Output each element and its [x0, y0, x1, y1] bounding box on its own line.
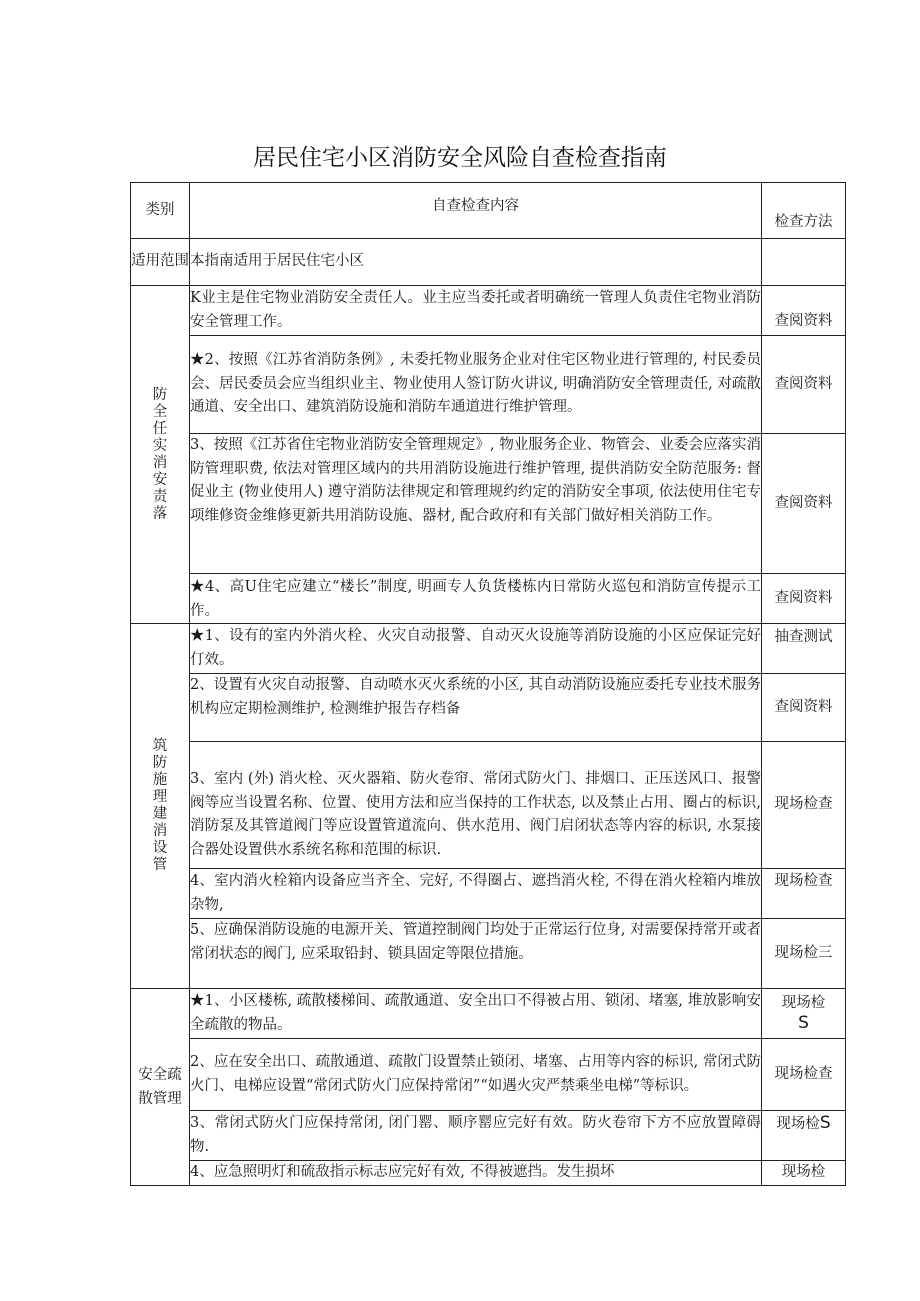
item-content: ★2、按照《江苏省消防条例》, 未委托物业服务企业对住宅区物业进行管理的, 村民委员会、居民委员会应当组织业主、物业使用人签订防火讲议, 明确消防安全管理责任, 对疏散通道、安全出口、建筑消防设施和消防车通道进行维护管理。 [190, 336, 762, 434]
item-method: 查阅资料 [762, 286, 846, 336]
item-method [762, 989, 846, 1039]
item-method: 查阅资料 [762, 434, 846, 574]
item-method-text: 现场检 [781, 995, 826, 1011]
item-content: 2、应在安全出口、疏散通道、疏散门设置禁止锁闭、堵塞、占用等内容的标识, 常闭式防火门、电梯应设置“常闭式防火门应保持常闭”“如遇火灾严禁乘坐电梯”等标识。 [190, 1039, 762, 1111]
table-row [131, 1039, 846, 1111]
table-row [131, 1111, 846, 1161]
item-content: K业主是住宅物业消防安全责任人。业主应当委托或者明确统一管理人负责住宅物业消防安全管理工作。 [190, 286, 762, 336]
header-content [190, 183, 762, 239]
header-content-label: 自查检查内容 [432, 197, 519, 214]
item-method: 查阅资料 [762, 674, 846, 742]
table-row [131, 869, 846, 919]
item-method: 现场检三 [762, 919, 846, 989]
item-content: 2、设置有火灾自动报警、自动喷水灭火系统的小区, 其自动消防设施应委托专业技术服务机构应定期检测维护, 检测维护报告存档备 [190, 674, 762, 742]
item-method: 现场检 [762, 1161, 846, 1186]
header-method-label: 检查方法 [774, 213, 833, 230]
table-row [131, 286, 846, 336]
table-row [131, 919, 846, 989]
section-category [131, 624, 190, 989]
header-category [131, 183, 190, 239]
item-content: 3、室内 (外) 消火栓、灭火器箱、防火卷帘、常闭式防火门、排烟口、正压送风口、报警阀等应当设置名称、位置、使用方法和应当保持的工作状态, 以及禁止占用、圈占的标识, 消防泵及其管道阀门等应设置管道流向、供水范用、阀门启闭状态等内容的标识, 水泵接合器处设置供水系统名称和范围的标识. [190, 742, 762, 869]
scope-row [131, 239, 846, 286]
item-content: 5、应确保消防设施的电源开关、管道控制阀门均处于正常运行位身, 对需要保持常开或者常闭状态的阀门, 应采取铅封、锁具固定等限位措施。 [190, 919, 762, 989]
item-content: ★4、高U住宅应建立“楼长”制度, 明画专人负货楼栋内日常防火巡包和消防宣传提示工作。 [190, 574, 762, 624]
item-method: 查阅资料 [762, 336, 846, 434]
item-method: 现场检查 [762, 1039, 846, 1111]
section-category [131, 286, 190, 624]
section-category-label: 防全任实消安责落 [152, 386, 168, 522]
section-category-label: 筑防施理建消设管 [152, 738, 168, 873]
item-content: 4、应急照明灯和硫敌指示标志应完好有效, 不得被遮挡。发生损坏 [190, 1161, 762, 1186]
section-category [131, 989, 190, 1186]
item-method: 现场检查 [762, 869, 846, 919]
item-content: 3、常闭式防火门应保持常闭, 闭门罂、顺序罂应完好有效。防火卷帘下方不应放置障碍物. [190, 1111, 762, 1161]
item-method: 现场检查 [762, 742, 846, 869]
item-content: 3、按照《江苏省住宅物业消防安全管理规定》, 物业服务企业、物管会、业委会应落实消防管理职费, 依法对管理区域内的共用消防设施进行维护管理, 提供消防安全防范服务: 督促业主 (物业使用人) 遵守消防法律规定和管理规约约定的消防安全事项, 依法使用住宅专项维修资金维修更新共用消防设施、器材, 配合政府和有关部门做好相关消防工作。 [190, 434, 762, 574]
item-method [762, 1111, 846, 1161]
scope-content: 本指南适用于居民住宅小区 [190, 239, 762, 286]
table-row [131, 574, 846, 624]
header-category-label: 类别 [145, 201, 175, 218]
table-row [131, 742, 846, 869]
table-row [131, 989, 846, 1039]
header-row [131, 183, 846, 239]
scope-category: 适用范围 [131, 239, 190, 286]
item-method-suffix: S [819, 1113, 831, 1133]
item-method-suffix: S [798, 1013, 809, 1033]
table-row [131, 624, 846, 674]
table-row [131, 336, 846, 434]
table-row [131, 1161, 846, 1186]
item-content: ★1、小区楼栋, 疏散楼梯间、疏散通道、安全出口不得被占用、锁闭、堵塞, 堆放影响安全疏散的物品。 [190, 989, 762, 1039]
item-method-text: 现场检 [776, 1116, 820, 1132]
item-content: 4、室内消火栓箱内设备应当齐全、完好, 不得圈占、遮挡消火栓, 不得在消火栓箱内堆放杂物, [190, 869, 762, 919]
scope-method [762, 239, 846, 286]
section-category-label: 安全疏散管理 [138, 1067, 182, 1107]
self-check-table [130, 182, 846, 1186]
item-method: 抽查测试 [762, 624, 846, 674]
table-row [131, 674, 846, 742]
table-row [131, 434, 846, 574]
item-method: 查阅资料 [762, 574, 846, 624]
header-method [762, 183, 846, 239]
item-content: ★1、设有的室内外消火栓、火灾自动报警、自动灭火设施等消防设施的小区应保证完好仃效。 [190, 624, 762, 674]
page-title: 居民住宅小区消防安全风险自查检查指南 [253, 145, 667, 172]
